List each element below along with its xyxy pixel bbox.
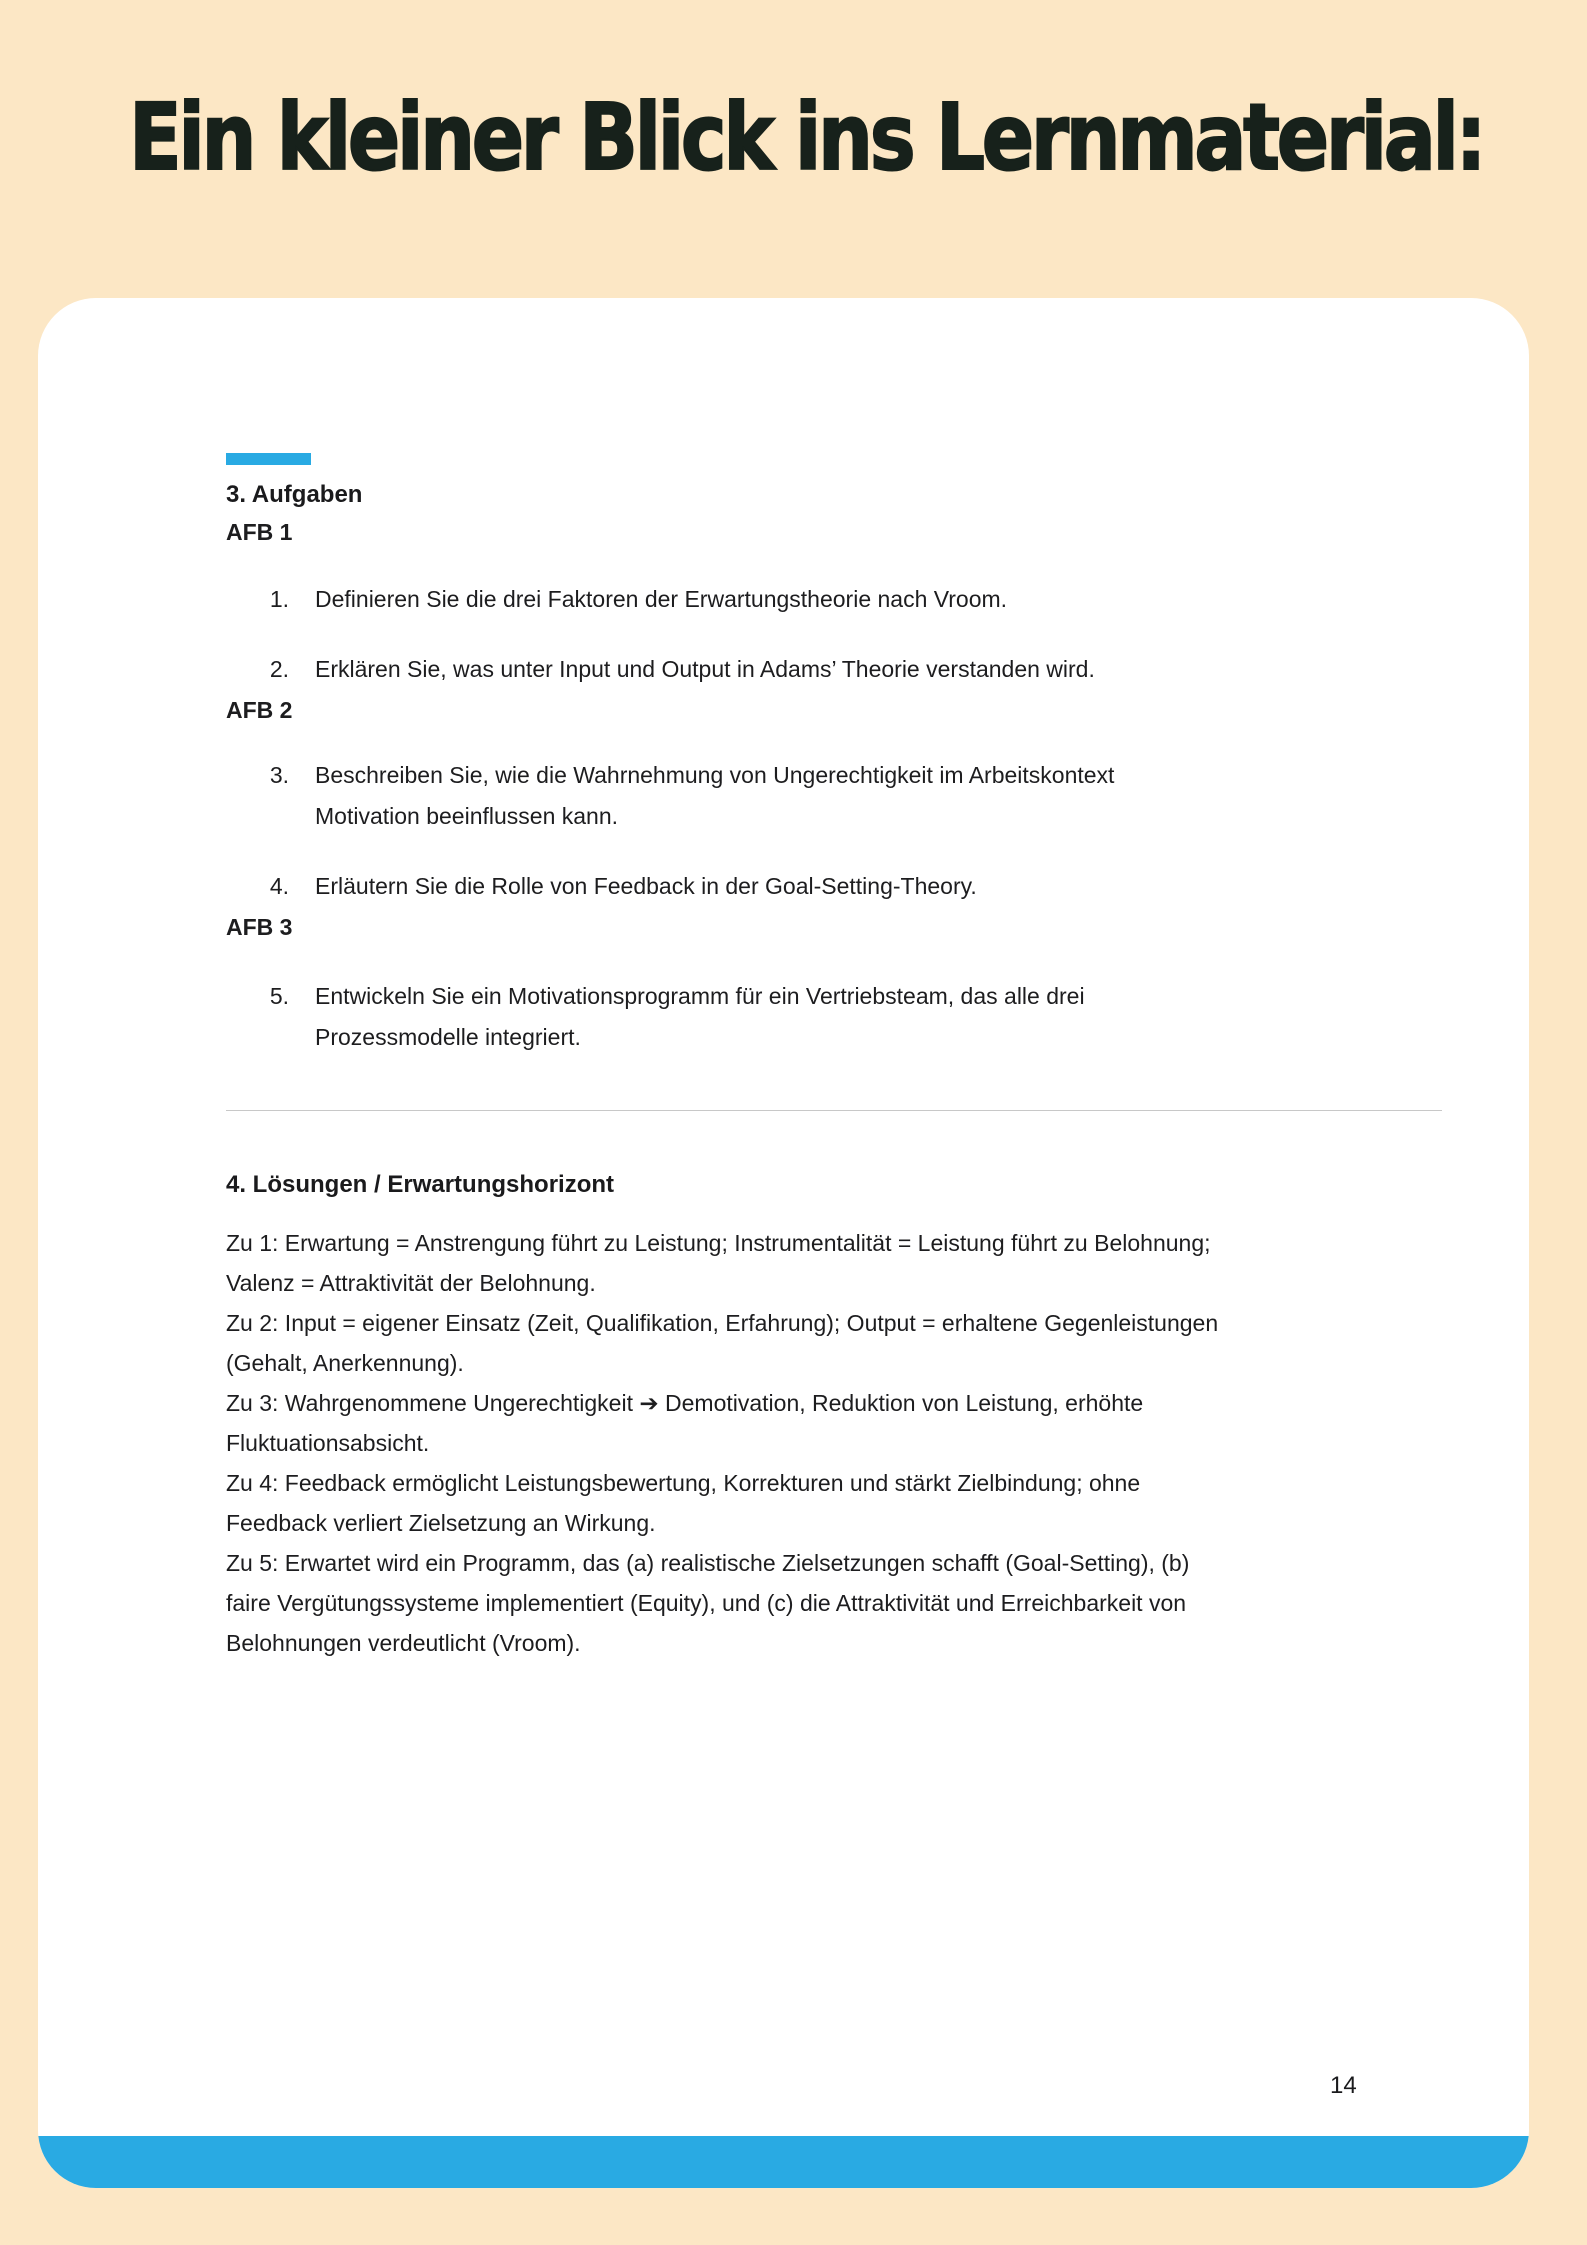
solution-line: Zu 2: Input = eigener Einsatz (Zeit, Qualifikation, Erfahrung); Output = erhaltene Gegenleistungen (226, 1310, 1219, 1336)
page-title (0, 84, 1587, 191)
task-number: 5. (269, 983, 289, 1009)
task-item-1 (226, 579, 1442, 620)
task-text-line: Erklären Sie, was unter Input und Output in Adams’ Theorie verstanden wird. (315, 656, 1095, 682)
task-number: 1. (269, 586, 289, 612)
solution-line: (Gehalt, Anerkennung). (226, 1350, 464, 1376)
task-text-line: Prozessmodelle integriert. (315, 1024, 581, 1050)
task-text (315, 866, 1442, 907)
solution-paragraph-1 (226, 1223, 1442, 1303)
solution-paragraph-5 (226, 1543, 1442, 1663)
solution-line: Belohnungen verdeutlicht (Vroom). (226, 1630, 581, 1656)
page-number: 14 (1330, 2072, 1357, 2099)
solution-line: Fluktuationsabsicht. (226, 1430, 430, 1456)
document-card (38, 298, 1529, 2188)
section-divider (226, 1110, 1442, 1111)
solution-line: Zu 5: Erwartet wird ein Programm, das (a) realistische Zielsetzungen schafft (Goal-Setting), (b) (226, 1550, 1190, 1576)
task-text (315, 649, 1442, 690)
solution-line: Feedback verliert Zielsetzung an Wirkung. (226, 1510, 656, 1536)
task-text (315, 976, 1442, 1058)
task-number: 2. (269, 656, 289, 682)
solution-line: Valenz = Attraktivität der Belohnung. (226, 1270, 596, 1296)
task-item-3 (226, 755, 1442, 837)
section-accent-bar (226, 453, 311, 465)
task-text-line: Beschreiben Sie, wie die Wahrnehmung von Ungerechtigkeit im Arbeitskontext (315, 762, 1115, 788)
card-footer-bar (38, 2136, 1529, 2188)
solutions-block (226, 1223, 1442, 1663)
solution-paragraph-4 (226, 1463, 1442, 1543)
tasks-heading: 3. Aufgaben (226, 481, 363, 508)
task-number: 3. (269, 762, 289, 788)
task-item-2 (226, 649, 1442, 690)
page-title-text: Ein kleiner Blick ins Lernmaterial: (128, 84, 1484, 191)
task-text-line: Definieren Sie die drei Faktoren der Erwartungstheorie nach Vroom. (315, 586, 1008, 612)
task-item-5 (226, 976, 1442, 1058)
document-content (226, 298, 1442, 1663)
solution-paragraph-2 (226, 1303, 1442, 1383)
group-label-afb-3: AFB 3 (226, 914, 293, 940)
task-text-line: Erläutern Sie die Rolle von Feedback in der Goal-Setting-Theory. (315, 873, 977, 899)
solution-line: Zu 3: Wahrgenommene Ungerechtigkeit ➔ Demotivation, Reduktion von Leistung, erhöhte (226, 1390, 1144, 1416)
task-text-line: Entwickeln Sie ein Motivationsprogramm für ein Vertriebsteam, das alle drei (315, 983, 1085, 1009)
group-label-afb-1: AFB 1 (226, 519, 293, 545)
group-label-afb-2: AFB 2 (226, 697, 293, 723)
solution-line: Zu 1: Erwartung = Anstrengung führt zu Leistung; Instrumentalität = Leistung führt zu Belohnung; (226, 1230, 1211, 1256)
solution-line: faire Vergütungssysteme implementiert (Equity), und (c) die Attraktivität und Erreichbarkeit von (226, 1590, 1187, 1616)
solutions-heading: 4. Lösungen / Erwartungshorizont (226, 1171, 615, 1198)
solution-line: Zu 4: Feedback ermöglicht Leistungsbewertung, Korrekturen und stärkt Zielbindung; ohne (226, 1470, 1141, 1496)
task-number: 4. (269, 873, 289, 899)
task-text (315, 755, 1442, 837)
solution-paragraph-3 (226, 1383, 1442, 1463)
task-text-line: Motivation beeinflussen kann. (315, 803, 619, 829)
task-item-4 (226, 866, 1442, 907)
task-text (315, 579, 1442, 620)
